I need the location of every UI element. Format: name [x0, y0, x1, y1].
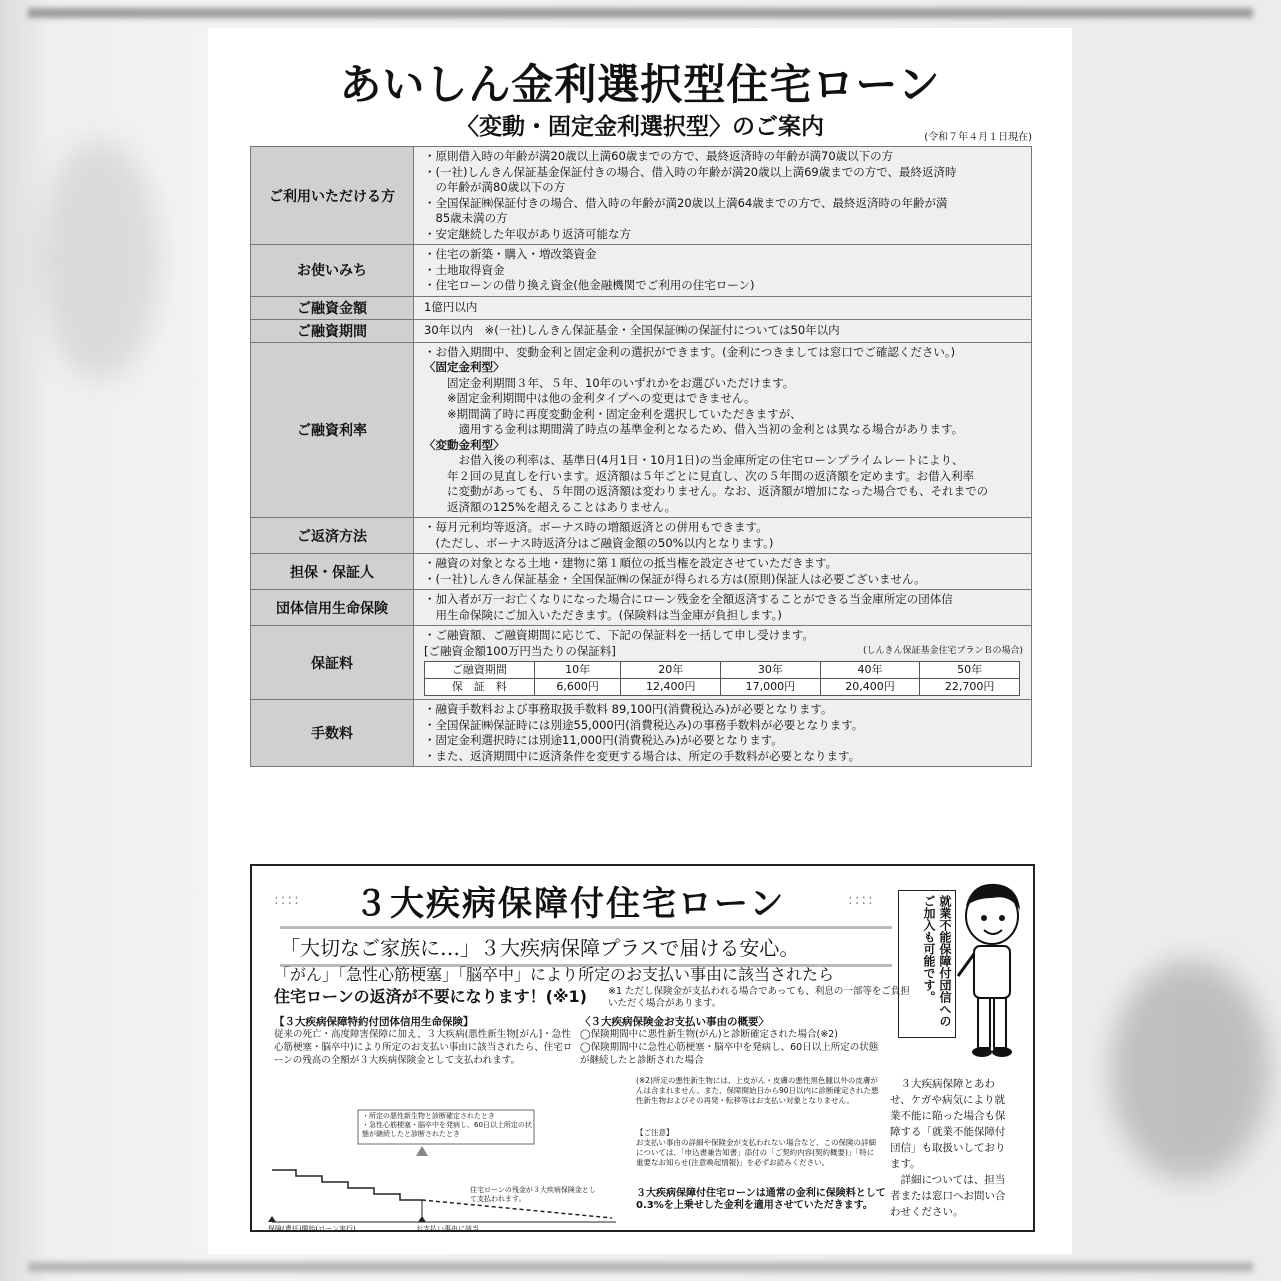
table-row [251, 296, 1032, 319]
table-row [251, 147, 1032, 245]
row-label: ご融資金額 [251, 296, 414, 319]
fee-period: 10年 [534, 662, 621, 679]
row-line: ・原則借入時の年齢が満20歳以上満60歳までの方で、最終返済時の年齢が満70歳以下の方 [424, 149, 894, 163]
row-label: 手数料 [251, 700, 414, 767]
row-line: 1億円以内 [424, 299, 478, 314]
fee-amount: 20,400円 [820, 679, 920, 696]
row-line: の年齢が満80歳以下の方 [424, 180, 566, 194]
title-dots-right: :::: [848, 892, 875, 908]
row-line: ※固定金利期間中は他の金利タイプへの変更はできません。 [424, 391, 756, 405]
row-line: ・(一社)しんきん保証基金保証付きの場合、借入時の年齢が満20歳以上満69歳までの方で、最終返済時 [424, 164, 957, 179]
benefit-line: 「がん」「急性心筋梗塞」「脳卒中」により所定のお支払い事由に該当されたら [274, 965, 835, 984]
row-label: 担保・保証人 [251, 554, 414, 590]
row-line: ・全国保証㈱保証時には別途55,000円(消費税込み)の事務手数料が必要となります。 [424, 717, 864, 732]
table-row [251, 590, 1032, 626]
row-line: ・毎月元利均等返済。ボーナス時の増額返済との併用もできます。 [424, 520, 768, 534]
row-label: ご利用いただける方 [251, 147, 414, 245]
table-row [251, 319, 1032, 342]
table-row [251, 342, 1032, 518]
row-label: ご返済方法 [251, 518, 414, 554]
payment-reasons-heading: 〈３大疾病保険金お支払い事由の概要〉 [580, 1016, 769, 1028]
graph-note-payout: 住宅ローンの残金が３大疾病保険金として支払われます。 [470, 1186, 596, 1203]
side-note: ３大疾病保障とあわせ、ケガや病気により就業不能に陥った場合も保障する「就業不能保障付団信」も取扱いしております。 詳細については、担当者または窓口へお問い合わせください。 [890, 1078, 1006, 1218]
row-line: 固定金利期間３年、５年、10年のいずれかをお選びいただけます。 [424, 375, 795, 390]
row-value [414, 554, 1032, 590]
table-row [251, 626, 1032, 700]
fee-table-plan: (しんきん保証基金住宅プランＢの場合) [862, 645, 1023, 656]
row-line: 年２回の見直しを行います。返済額は５年ごとに見直し、次の５年間の返済額を定めます。お借入利率 [424, 468, 975, 483]
payment-reasons-text: ◯保険期間中に悪性新生物(がん)と診断確定された場合(※2) ◯保険期間中に急性心筋梗塞・脳卒中を発病し、60日以上所定の状態が継続したと診断された場合 [580, 1029, 879, 1066]
fee-amount: 22,700円 [920, 679, 1020, 696]
row-line: 85歳未満の方 [424, 211, 508, 225]
top-edge [28, 8, 1253, 18]
background-blur-right [1110, 960, 1270, 1180]
page-subtitle: 〈変動・固定金利選択型〉のご案内 [456, 114, 824, 140]
background-blur-left [40, 140, 160, 380]
row-value [414, 518, 1032, 554]
graph-note-condition: ・所定の悪性新生物と診断確定されたとき ・急性心筋梗塞・脳卒中を発病し、60日以上所定の状態が継続したと診断されたとき [362, 1112, 532, 1138]
section-title: ３大疾病保障付住宅ローン [354, 884, 786, 924]
row-value [414, 700, 1032, 767]
fee-row [425, 679, 1020, 696]
row-line: ※期間満了時に再度変動金利・固定金利を選択していただきますが、 [424, 406, 802, 421]
row-line: ・住宅の新築・購入・増改築資金 [424, 247, 597, 261]
bottom-edge [28, 1262, 1253, 1272]
row-label: ご融資利率 [251, 342, 414, 518]
row-label: お使いみち [251, 245, 414, 297]
row-line: (ただし、ボーナス時返済分はご融資金額の50%以内となります。) [424, 535, 774, 550]
row-line: 用生命保険にご加入いただきます。(保険料は当金庫が負担します。) [424, 607, 782, 622]
row-line: ・固定金利選択時には別途11,000円(消費税込み)が必要となります。 [424, 733, 783, 747]
row-value [414, 296, 1032, 319]
row-line: ・安定継続した年収があり返済可能な方 [424, 226, 631, 241]
row-line: 適用する金利は期間満了時点の基準金利となるため、借入当初の金利とは異なる場合があります。 [424, 422, 964, 436]
row-line: ・(一社)しんきん保証基金・全国保証㈱の保証が得られる方は(原則)保証人は必要ございません。 [424, 571, 926, 586]
mascot-illustration [952, 876, 1032, 1066]
fee-period: 50年 [920, 662, 1020, 679]
row-line: ・ご融資額、ご融資期間に応じて、下記の保証料を一括して申し受けます。 [424, 628, 814, 642]
guarantee-fee-table [424, 661, 1020, 696]
footnote-1: ※1 ただし保険金が支払われる場合であっても、利息の一部等をご負担いただく場合があります。 [608, 986, 910, 1009]
row-line: お借入後の利率は、基準日(4月1日・10月1日)の当金庫所定の住宅ローンプライムレートにより、 [424, 453, 964, 467]
table-row [251, 518, 1032, 554]
row-line: ・また、返済期間中に返済条件を変更する場合は、所定の手数料が必要となります。 [424, 748, 861, 763]
flyer-page [208, 28, 1072, 1254]
row-line: ・融資の対象となる土地・建物に第１順位の抵当権を設定させていただきます。 [424, 556, 838, 570]
insurance-text: 従来の死亡・高度障害保障に加え、３大疾病(悪性新生物[がん]・急性心筋梗塞・脳卒中)により所定のお支払い事由に該当されたら、住宅ローンの残高の全額が３大疾病保険金として支払われます。 [274, 1029, 573, 1066]
row-label: 保証料 [251, 626, 414, 700]
row-value [414, 590, 1032, 626]
graph-label-start: 保障(責任)開始(ローン実行) [268, 1225, 356, 1233]
row-value [414, 342, 1032, 518]
row-value [414, 626, 1032, 700]
row-line: ・全国保証㈱保証付きの場合、借入時の年齢が満20歳以上満64歳までの方で、最終返済時の年齢が満 [424, 195, 948, 210]
row-label: 団体信用生命保険 [251, 590, 414, 626]
row-line: ・加入者が万一お亡くなりになった場合にローン残金を全額返済することができる当金庫所定の団体信 [424, 592, 953, 606]
fee-row [425, 662, 1020, 679]
page-title: あいしん金利選択型住宅ローン [339, 60, 941, 109]
row-line: 30年以内 ※(一社)しんきん保証基金・全国保証㈱の保証付については50年以内 [424, 322, 840, 337]
benefit-headline: 住宅ローンの返済が不要になります！(※1) [274, 987, 587, 1006]
row-line: に変動があっても、５年間の返済額は変わりません。なお、返済額が増加になった場合でも、それまでの [424, 484, 989, 498]
catch-copy: 「大切なご家族に…」３大疾病保障プラスで届ける安心。 [280, 926, 892, 967]
graph-label-event: お支払い事由に該当 [416, 1225, 479, 1233]
row-line: ・融資手数料および事務取扱手数料 89,100円(消費税込み)が必要となります。 [424, 702, 833, 716]
graph-lines [266, 1090, 626, 1230]
fee-table-caption: [ご融資金額100万円当たりの保証料] [424, 643, 616, 658]
loan-info-table [250, 146, 1032, 767]
footnote-2: (※2)所定の悪性新生物には、上皮がん・皮膚の悪性黒色腫以外の皮膚がんは含まれません。また、保障開始日から90日以内に診断確定された悪性新生物およびその再発・転移等はお支払い対象となりません。 [636, 1076, 879, 1105]
table-row [251, 245, 1032, 297]
fee-row-label: 保 証 料 [425, 679, 535, 696]
fee-period: 40年 [820, 662, 920, 679]
row-line: 〈固定金利型〉 [424, 360, 505, 374]
title-dots-left: :::: [274, 892, 301, 908]
fee-table-header [424, 644, 1023, 660]
row-line: ・お借入期間中、変動金利と固定金利の選択ができます。(金利につきましては窓口でご確認ください。) [424, 344, 956, 359]
row-line: ・土地取得資金 [424, 262, 505, 277]
row-line: 返済額の125%を超えることはありません。 [424, 499, 677, 514]
three-disease-section [250, 864, 1035, 1232]
premium-note: ３大疾病保障付住宅ローンは通常の金利に保険料として0.3%を上乗せした金利を適用させていただきます。 [636, 1188, 886, 1211]
loan-balance-graph [266, 1090, 626, 1233]
fee-amount: 6,600円 [534, 679, 621, 696]
caution-text: 【ご注意】 お支払い事由の詳細や保険金が支払われない場合など、この保険の詳細については、「申込書兼告知書」添付の「ご契約内容(契約概要)」「特に重要なお知らせ(注意喚起情報)」を必ずお読みください。 [636, 1128, 876, 1167]
table-row [251, 700, 1032, 767]
row-value [414, 147, 1032, 245]
row-value [414, 319, 1032, 342]
fee-amount: 12,400円 [621, 679, 721, 696]
insurance-heading: 【３大疾病保障特約付団体信用生命保険】 [274, 1016, 474, 1028]
fee-row-label: ご融資期間 [425, 662, 535, 679]
fee-amount: 17,000円 [721, 679, 821, 696]
as-of-date: (令和７年４月１日現在) [924, 132, 1032, 143]
row-value [414, 245, 1032, 297]
row-line: ・住宅ローンの借り換え資金(他金融機関でご利用の住宅ローン) [424, 278, 755, 292]
table-row [251, 554, 1032, 590]
row-label: ご融資期間 [251, 319, 414, 342]
row-line: 〈変動金利型〉 [424, 437, 505, 452]
callout-bubble: 就業不能保障付団信へのご加入も可能です。 [898, 890, 956, 1038]
fee-period: 20年 [621, 662, 721, 679]
fee-period: 30年 [721, 662, 821, 679]
